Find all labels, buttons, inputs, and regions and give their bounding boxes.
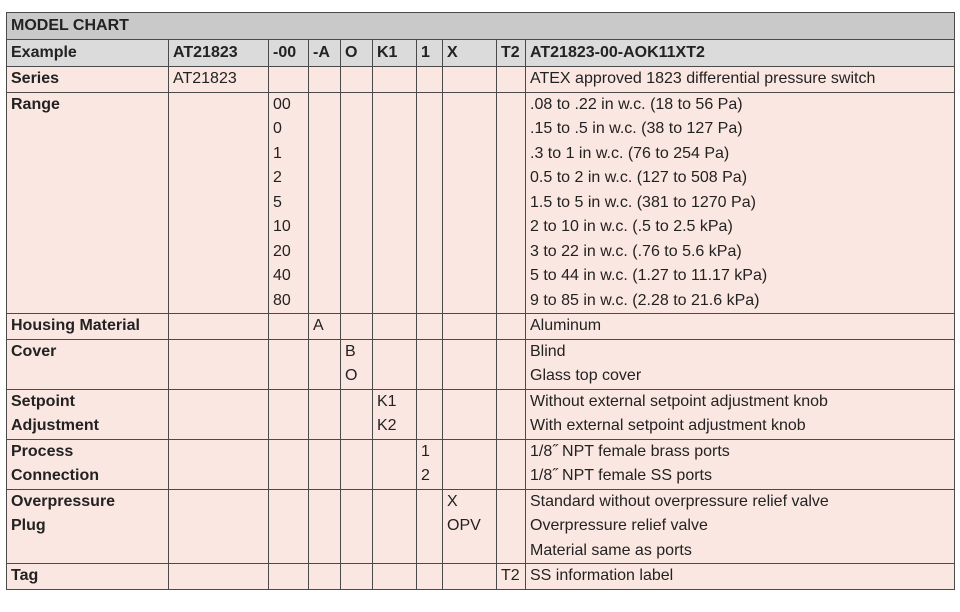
cell-line: Overpressure relief valve — [530, 517, 708, 534]
cell-line: Standard without overpressure relief valve — [530, 492, 829, 510]
cell-line: 2 to 10 in w.c. (.5 to 2.5 kPa) — [530, 218, 733, 235]
row-label — [7, 92, 169, 314]
cell-line: 80 — [273, 291, 291, 309]
tag-code-cell — [497, 564, 526, 590]
housing-material-row — [7, 314, 955, 340]
cell-line: 00 — [273, 95, 291, 113]
row-label — [7, 439, 169, 489]
description-cell — [526, 489, 955, 564]
row-label — [7, 489, 169, 564]
description-cell — [526, 439, 955, 489]
cell-line: 1/8˝ NPT female brass ports — [530, 442, 730, 460]
cell-line: SS information label — [530, 567, 674, 584]
cell-line: 1/8˝ NPT female SS ports — [530, 467, 712, 484]
process-code-cell — [417, 439, 443, 489]
cell-line: 1.5 to 5 in w.c. (381 to 1270 Pa) — [530, 193, 756, 211]
cell-line: .15 to .5 in w.c. (38 to 127 Pa) — [530, 120, 743, 137]
description-cell — [526, 389, 955, 439]
overpressure-plug-row — [7, 489, 955, 564]
cell-line: Plug — [11, 517, 46, 534]
example-series-code: AT21823 — [169, 40, 269, 67]
cell-line: 10 — [273, 218, 291, 235]
description-cell — [526, 314, 955, 340]
range-code-cell — [269, 92, 309, 314]
example-process-code: 1 — [417, 40, 443, 67]
description-cell — [526, 92, 955, 314]
housing-code-cell — [309, 314, 341, 340]
cell-line: Tag — [11, 567, 39, 584]
cell-line: Range — [11, 95, 60, 113]
cell-line: Connection — [11, 467, 99, 484]
cover-code-cell — [341, 339, 373, 389]
cell-line: Material same as ports — [530, 541, 692, 559]
example-setpoint-code: K1 — [373, 40, 417, 67]
description-cell — [526, 67, 955, 93]
cell-line: With external setpoint adjustment knob — [530, 417, 806, 434]
description-cell — [526, 339, 955, 389]
cell-line: Blind — [530, 342, 566, 360]
cell-line: 40 — [273, 267, 291, 284]
cell-line: 1 — [273, 144, 282, 162]
example-overpressure-code: X — [443, 40, 497, 67]
cell-line: Cover — [11, 342, 57, 360]
series-row — [7, 67, 955, 93]
cell-line: Adjustment — [11, 417, 99, 434]
cell-line: Housing Material — [11, 317, 140, 334]
chart-title: MODEL CHART — [7, 13, 955, 40]
process-connection-row — [7, 439, 955, 489]
cell-line: X — [447, 492, 458, 510]
setpoint-code-cell — [373, 389, 417, 439]
cell-line: T2 — [501, 567, 520, 584]
row-label — [7, 67, 169, 93]
cell-line: Overpressure — [11, 492, 116, 510]
cell-line: .08 to .22 in w.c. (18 to 56 Pa) — [530, 95, 743, 113]
cell-line: O — [345, 367, 358, 384]
row-label — [7, 339, 169, 389]
series-code-cell — [169, 67, 269, 93]
overpressure-code-cell — [443, 489, 497, 564]
example-housing-code: -A — [309, 40, 341, 67]
example-full-model-number: AT21823-00-AOK11XT2 — [526, 40, 955, 67]
tag-row — [7, 564, 955, 590]
row-label — [7, 564, 169, 590]
example-range-code: -00 — [269, 40, 309, 67]
cell-line: .3 to 1 in w.c. (76 to 254 Pa) — [530, 144, 730, 162]
example-label: Example — [7, 40, 169, 67]
description-cell — [526, 564, 955, 590]
cell-line: 5 — [273, 193, 282, 211]
cell-line: 3 to 22 in w.c. (.76 to 5.6 kPa) — [530, 242, 742, 260]
range-row — [7, 92, 955, 314]
cell-line: 5 to 44 in w.c. (1.27 to 11.17 kPa) — [530, 267, 768, 284]
cover-row — [7, 339, 955, 389]
cell-line: Aluminum — [530, 317, 602, 334]
cell-line: 9 to 85 in w.c. (2.28 to 21.6 kPa) — [530, 291, 760, 309]
cell-line: 20 — [273, 242, 291, 260]
cell-line: Process — [11, 442, 74, 460]
example-header-row — [7, 40, 955, 67]
cell-line: 0.5 to 2 in w.c. (127 to 508 Pa) — [530, 169, 748, 186]
cell-line: 1 — [421, 442, 430, 460]
cell-line: OPV — [447, 517, 481, 534]
cell-line: AT21823 — [173, 70, 237, 87]
example-cover-code: O — [341, 40, 373, 67]
cell-line: 2 — [273, 169, 282, 186]
cell-line: 2 — [421, 467, 430, 484]
example-tag-code: T2 — [497, 40, 526, 67]
cell-line: ATEX approved 1823 differential pressure switch — [530, 70, 876, 87]
cell-line: Series — [11, 70, 60, 87]
cell-line: Without external setpoint adjustment knob — [530, 392, 828, 410]
model-chart-table — [6, 12, 955, 590]
cell-line: Glass top cover — [530, 367, 642, 384]
row-label — [7, 314, 169, 340]
cell-line: B — [345, 342, 356, 360]
cell-line: 0 — [273, 120, 282, 137]
cell-line: K2 — [377, 417, 397, 434]
cell-line: K1 — [377, 392, 397, 410]
row-label — [7, 389, 169, 439]
cell-line: A — [313, 317, 324, 334]
cell-line: Setpoint — [11, 392, 75, 410]
setpoint-adjustment-row — [7, 389, 955, 439]
